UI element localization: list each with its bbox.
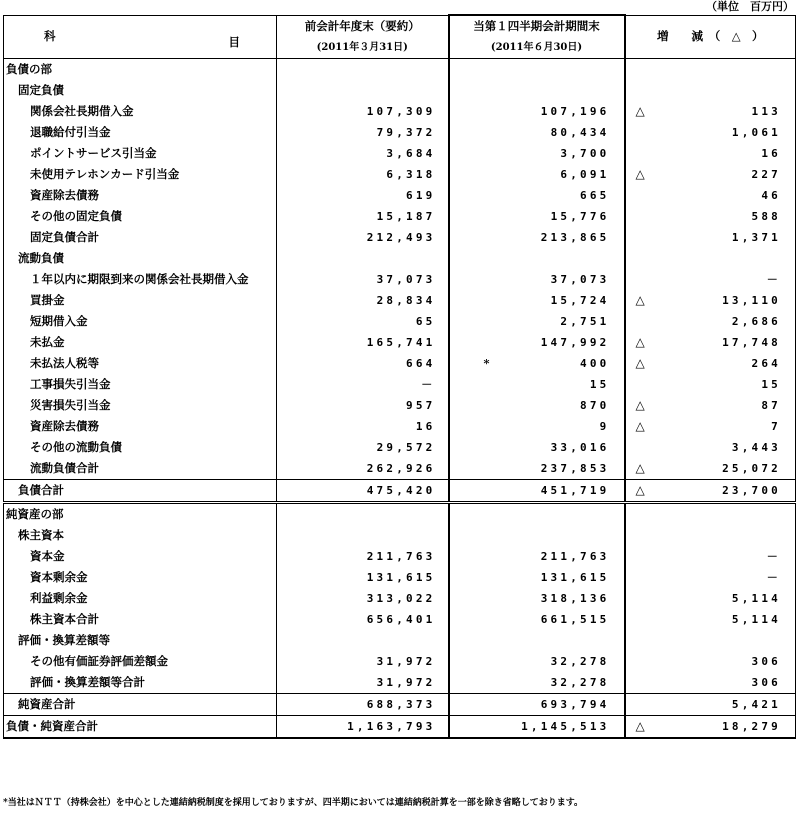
row-current-value: 37,073 (550, 273, 610, 286)
table-row (4, 206, 796, 227)
header-diff (625, 15, 796, 59)
row-label: 利益剰余金 (4, 588, 277, 609)
row-diff-value: 5,421 (731, 698, 781, 711)
row-diff-cell (625, 525, 796, 546)
row-current-value: 80,434 (550, 126, 610, 139)
row-diff-cell (625, 290, 796, 311)
table-row (4, 311, 796, 332)
row-diff-value: 588 (751, 210, 781, 223)
row-current-value: 3,700 (560, 147, 610, 160)
row-label: 資本金 (4, 546, 277, 567)
row-diff-cell (625, 546, 796, 567)
table-row (4, 395, 796, 416)
row-prev-value: 262,926 (277, 458, 449, 480)
row-current-value: 107,196 (540, 105, 610, 118)
table-row (4, 332, 796, 353)
balance-sheet-table (3, 14, 796, 739)
row-current-cell (449, 458, 625, 480)
row-current-cell (449, 122, 625, 143)
row-diff-cell (625, 374, 796, 395)
row-current-value: 33,016 (550, 441, 610, 454)
header-prev-title: 前会計年度末（要約） (304, 18, 420, 33)
negative-triangle-mark: △ (635, 293, 645, 307)
row-current-cell (449, 395, 625, 416)
table-row (4, 227, 796, 248)
row-prev-value: 619 (277, 185, 449, 206)
row-label: 資本剰余金 (4, 567, 277, 588)
row-current-value: 147,992 (540, 336, 610, 349)
row-prev-value: 475,420 (277, 480, 449, 503)
row-diff-cell (625, 206, 796, 227)
row-label: ポイントサービス引当金 (4, 143, 277, 164)
row-label: 純資産合計 (4, 694, 277, 716)
row-current-value: 131,615 (540, 571, 610, 584)
unit-note: （単位 百万円） (706, 0, 794, 13)
row-current-value: 1,145,513 (521, 720, 610, 733)
row-diff-value: － (766, 571, 781, 584)
row-current-cell (449, 269, 625, 290)
row-label: 株主資本合計 (4, 609, 277, 630)
row-diff-cell (625, 185, 796, 206)
table-row (4, 80, 796, 101)
row-current-value: 32,278 (550, 676, 610, 689)
row-current-cell (449, 185, 625, 206)
row-current-cell (449, 206, 625, 227)
row-current-cell (449, 694, 625, 716)
row-label: 未使用テレホンカード引当金 (4, 164, 277, 185)
table-row (4, 588, 796, 609)
table-row (4, 185, 796, 206)
row-prev-value: 29,572 (277, 437, 449, 458)
row-current-cell (449, 609, 625, 630)
row-current-value: 6,091 (560, 168, 610, 181)
row-prev-value (277, 503, 449, 526)
row-current-value: 693,794 (540, 698, 610, 711)
row-diff-value: 1,061 (731, 126, 781, 139)
row-diff-value: 1,371 (731, 231, 781, 244)
row-diff-cell (625, 437, 796, 458)
header-prev-sub: (2011年３月31日) (316, 41, 408, 53)
row-prev-value: 212,493 (277, 227, 449, 248)
row-label: 関係会社長期借入金 (4, 101, 277, 122)
row-prev-value: 211,763 (277, 546, 449, 567)
table-row (4, 480, 796, 503)
row-current-cell (449, 59, 625, 81)
row-diff-cell (625, 458, 796, 480)
row-diff-cell (625, 651, 796, 672)
table-row (4, 458, 796, 480)
row-diff-cell (625, 332, 796, 353)
row-label: 短期借入金 (4, 311, 277, 332)
row-current-cell (449, 80, 625, 101)
row-current-cell (449, 311, 625, 332)
row-label: 未払法人税等 (4, 353, 277, 374)
table-row (4, 353, 796, 374)
row-diff-cell (625, 311, 796, 332)
row-prev-value: 957 (277, 395, 449, 416)
row-label: 評価・換算差額等合計 (4, 672, 277, 694)
row-current-value: 2,751 (560, 315, 610, 328)
row-current-cell (449, 588, 625, 609)
row-current-cell (449, 480, 625, 503)
row-label: 負債・純資産合計 (4, 716, 277, 739)
row-diff-value: 2,686 (731, 315, 781, 328)
row-current-value: 400 (580, 357, 610, 370)
row-current-value: 15,724 (550, 294, 610, 307)
row-diff-value: 264 (751, 357, 781, 370)
table-row (4, 143, 796, 164)
row-current-cell (449, 503, 625, 526)
row-label: １年以内に期限到来の関係会社長期借入金 (4, 269, 277, 290)
row-diff-value: 5,114 (731, 592, 781, 605)
row-diff-cell (625, 609, 796, 630)
header-cur-sub: (2011年６月30日) (490, 42, 583, 53)
row-diff-cell (625, 227, 796, 248)
row-prev-value (277, 630, 449, 651)
row-diff-value: 23,700 (722, 484, 781, 497)
row-diff-value: 113 (751, 105, 781, 118)
row-diff-value: 87 (761, 399, 781, 412)
row-prev-value: 31,972 (277, 651, 449, 672)
row-prev-value: 31,972 (277, 672, 449, 694)
row-diff-value: 16 (761, 147, 781, 160)
row-label: 未払金 (4, 332, 277, 353)
row-diff-cell (625, 567, 796, 588)
row-diff-value: 18,279 (722, 720, 781, 733)
table-row (4, 437, 796, 458)
row-diff-value: 306 (751, 655, 781, 668)
row-diff-cell (625, 588, 796, 609)
row-current-value: 451,719 (540, 484, 610, 497)
negative-triangle-mark: △ (635, 335, 645, 349)
row-diff-value: 46 (761, 189, 781, 202)
row-diff-value: 5,114 (731, 613, 781, 626)
row-current-value: 870 (580, 399, 610, 412)
table-row (4, 269, 796, 290)
row-current-cell (449, 651, 625, 672)
row-label: 退職給付引当金 (4, 122, 277, 143)
row-diff-cell (625, 269, 796, 290)
negative-triangle-mark: △ (635, 398, 645, 412)
table-row (4, 503, 796, 526)
table-row (4, 694, 796, 716)
row-current-cell (449, 290, 625, 311)
row-label: 評価・換算差額等 (4, 630, 277, 651)
negative-triangle-mark: △ (635, 419, 645, 433)
row-prev-value: 664 (277, 353, 449, 374)
row-prev-value (277, 248, 449, 269)
row-prev-value: 37,073 (277, 269, 449, 290)
row-diff-cell (625, 694, 796, 716)
row-diff-cell (625, 672, 796, 694)
row-diff-value: 25,072 (722, 462, 781, 475)
negative-triangle-mark: △ (635, 104, 645, 118)
header-label-left: 科 (44, 29, 56, 44)
row-current-cell (449, 332, 625, 353)
row-label: 資産除去債務 (4, 185, 277, 206)
header-current-period (449, 15, 625, 59)
row-prev-value: 688,373 (277, 694, 449, 716)
row-current-value: 318,136 (540, 592, 610, 605)
row-label: 負債の部 (4, 59, 277, 81)
asterisk-mark: * (483, 356, 490, 370)
row-diff-value: 17,748 (722, 336, 781, 349)
row-diff-cell (625, 716, 796, 739)
row-current-cell (449, 716, 625, 739)
row-prev-value: 3,684 (277, 143, 449, 164)
row-current-cell (449, 567, 625, 588)
row-current-cell (449, 164, 625, 185)
negative-triangle-mark: △ (635, 167, 645, 181)
header-label-right: 目 (228, 34, 240, 49)
row-diff-value: 227 (751, 168, 781, 181)
row-prev-value: 131,615 (277, 567, 449, 588)
row-prev-value: 79,372 (277, 122, 449, 143)
table-row (4, 101, 796, 122)
row-current-cell (449, 374, 625, 395)
table-row (4, 248, 796, 269)
row-prev-value: 65 (277, 311, 449, 332)
table-row (4, 609, 796, 630)
row-current-value: 9 (599, 420, 610, 433)
row-prev-value: 15,187 (277, 206, 449, 227)
table-row (4, 525, 796, 546)
row-prev-value: 656,401 (277, 609, 449, 630)
table-row (4, 567, 796, 588)
row-diff-cell (625, 503, 796, 526)
row-label: 純資産の部 (4, 503, 277, 526)
row-diff-cell (625, 480, 796, 503)
row-current-cell (449, 353, 625, 374)
row-label: 工事損失引当金 (4, 374, 277, 395)
row-diff-cell (625, 143, 796, 164)
row-current-cell (449, 525, 625, 546)
table-row (4, 59, 796, 81)
row-diff-cell (625, 59, 796, 81)
table-header-row (4, 15, 796, 59)
row-diff-value: － (766, 273, 781, 286)
row-current-cell (449, 437, 625, 458)
row-current-value: 211,763 (540, 550, 610, 563)
row-diff-cell (625, 80, 796, 101)
row-current-value: 661,515 (540, 613, 610, 626)
row-current-cell (449, 672, 625, 694)
row-prev-value: 107,309 (277, 101, 449, 122)
row-diff-value: 7 (771, 420, 781, 433)
row-current-cell (449, 248, 625, 269)
row-current-cell (449, 546, 625, 567)
table-row (4, 651, 796, 672)
row-label: 買掛金 (4, 290, 277, 311)
row-current-cell (449, 630, 625, 651)
table-row (4, 122, 796, 143)
table-row (4, 290, 796, 311)
row-label: 固定負債 (4, 80, 277, 101)
row-prev-value: 313,022 (277, 588, 449, 609)
row-label: その他の固定負債 (4, 206, 277, 227)
row-current-cell (449, 227, 625, 248)
row-current-cell (449, 416, 625, 437)
table-row (4, 164, 796, 185)
row-diff-cell (625, 248, 796, 269)
row-prev-value: － (277, 374, 449, 395)
negative-triangle-mark: △ (635, 461, 645, 475)
row-current-value: 665 (580, 189, 610, 202)
row-current-value: 15 (589, 378, 610, 391)
row-current-cell (449, 143, 625, 164)
row-current-cell (449, 101, 625, 122)
table-row (4, 716, 796, 739)
row-diff-cell (625, 122, 796, 143)
row-diff-cell (625, 101, 796, 122)
row-diff-value: 13,110 (722, 294, 781, 307)
row-label: 資産除去債務 (4, 416, 277, 437)
negative-triangle-mark: △ (635, 483, 645, 497)
row-diff-cell (625, 416, 796, 437)
row-diff-value: － (766, 550, 781, 563)
row-diff-cell (625, 395, 796, 416)
row-prev-value (277, 59, 449, 81)
row-diff-cell (625, 353, 796, 374)
table-body (4, 59, 796, 739)
row-label: 流動負債 (4, 248, 277, 269)
row-label: 流動負債合計 (4, 458, 277, 480)
negative-triangle-mark: △ (635, 719, 645, 733)
negative-triangle-mark: △ (635, 356, 645, 370)
row-prev-value: 16 (277, 416, 449, 437)
row-prev-value: 28,834 (277, 290, 449, 311)
row-label: 固定負債合計 (4, 227, 277, 248)
table-row (4, 630, 796, 651)
row-diff-value: 3,443 (731, 441, 781, 454)
row-diff-cell (625, 630, 796, 651)
table-row (4, 546, 796, 567)
row-current-value: 32,278 (550, 655, 610, 668)
row-label: 株主資本 (4, 525, 277, 546)
row-label: 負債合計 (4, 480, 277, 503)
row-diff-value: 15 (761, 378, 781, 391)
row-prev-value (277, 80, 449, 101)
row-label: 災害損失引当金 (4, 395, 277, 416)
row-current-value: 213,865 (540, 231, 610, 244)
table-row (4, 374, 796, 395)
row-prev-value: 6,318 (277, 164, 449, 185)
row-diff-value: 306 (751, 676, 781, 689)
header-diff-title: 増 減 （ △ ） (656, 29, 764, 44)
table-row (4, 416, 796, 437)
row-prev-value (277, 525, 449, 546)
row-current-value: 237,853 (540, 462, 610, 475)
header-prev-period (277, 15, 449, 59)
header-account-column (4, 15, 277, 59)
row-prev-value: 165,741 (277, 332, 449, 353)
row-diff-cell (625, 164, 796, 185)
row-current-value: 15,776 (550, 210, 610, 223)
header-cur-title: 当第１四半期会計期間末 (473, 19, 600, 33)
row-prev-value: 1,163,793 (277, 716, 449, 739)
table-row (4, 672, 796, 694)
row-label: その他の流動負債 (4, 437, 277, 458)
footnote: *当社はＮＴＴ（持株会社）を中心とした連結納税制度を採用しておりますが、四半期においては連結納税計算を一部を除き省略しております。 (3, 798, 583, 808)
row-label: その他有価証券評価差額金 (4, 651, 277, 672)
